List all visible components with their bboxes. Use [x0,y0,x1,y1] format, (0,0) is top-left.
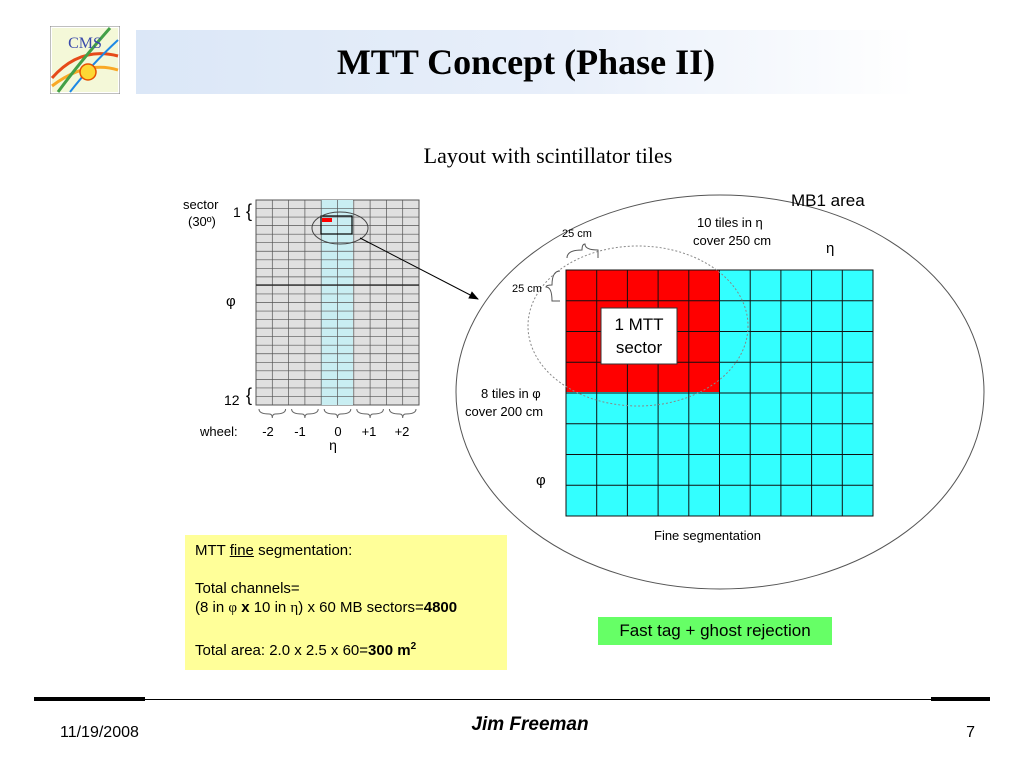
tile-height-brace [546,271,560,301]
wheel-minus-2: -2 [262,424,274,439]
wheel-brace [292,409,319,418]
slide-title: MTT Concept (Phase II) [336,42,716,82]
footer-rule [145,699,931,700]
slide-subtitle: Layout with scintillator tiles [423,143,673,168]
wheel-brace [389,409,416,418]
info-line-4: Total area: 2.0 x 2.5 x 60=300 $m^2$ [195,641,417,659]
info-line-2: Total channels= [195,580,300,597]
left-detector-grid [183,197,478,453]
footer-author: Jim Freeman [471,714,589,735]
wheel-brace [357,409,384,418]
eta-axis-label: η [329,437,337,453]
wheel-plus-1: +1 [361,424,377,439]
slide-number: 7 [966,724,975,741]
footer-rule-left [34,697,145,701]
fast-tag-box: Fast tag + ghost rejection [598,617,832,645]
wheel-braces [259,409,416,418]
fine-segmentation-label: Fine segmentation [654,528,761,543]
wheel-0: 0 [334,424,342,439]
wheel-brace [324,409,351,418]
tiles-eta-line2: cover 250 cm [693,233,772,248]
info-line-1: MTT fine segmentation: [195,542,353,559]
mtt-sector-marker [322,218,332,222]
info-line-3: (8 in φ x 10 in η) x 60 MB sectors=4800 [195,599,458,616]
mb1-area-label: MB1 area [791,191,865,210]
tile-width-brace [567,244,598,258]
tile-width-label: 25 cm [562,228,592,240]
mb1-phi-label: φ [536,472,546,489]
sector-1-brace: { [246,201,253,221]
phi-axis-label: φ [226,293,236,310]
total-channels: 4800 [423,599,458,616]
logo-text: CMS [68,35,102,52]
sector-12-brace: { [246,385,253,405]
mtt-sector-label-line2: sector [615,338,663,357]
segmentation-info-box [185,535,507,670]
total-area: 300 $m^2$ [368,641,417,659]
footer-date: 11/19/2008 [60,724,139,741]
wheel-minus-1: -1 [294,424,306,439]
tile-height-label: 25 cm [512,283,542,295]
sector-first-number: 1 [233,204,241,220]
tiles-phi-line2: cover 200 cm [465,404,544,419]
wheel-brace [259,409,286,418]
mb1-eta-label: η [826,240,835,257]
mb1-area-panel [456,191,984,589]
sector-angle-label: (30º) [188,214,216,229]
footer-rule-right [931,697,990,701]
wheel-plus-2: +2 [394,424,410,439]
mtt-sector-label-line1: 1 MTT [614,315,664,334]
fine-underlined: fine [229,542,254,559]
wheel-label: wheel: [200,424,238,439]
sector-last-number: 12 [224,392,240,408]
tiles-eta-line1: 10 tiles in η [697,215,763,230]
sector-label: sector [183,197,219,212]
tiles-phi-line1: 8 tiles in φ [481,386,541,401]
